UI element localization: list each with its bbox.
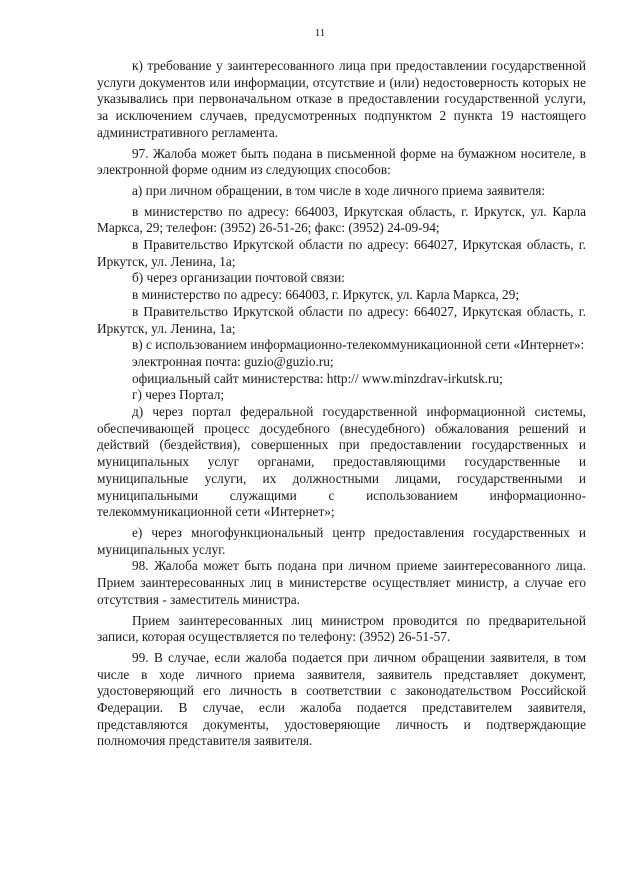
paragraph-98: 98. Жалоба может быть подана при личном приеме заинтересованного лица. Прием заинтересованных лиц в министерстве осуществляет министр, а случае его отсутствия - заместитель министра. [97, 558, 586, 607]
paragraph-b: б) через организации почтовой связи: [132, 270, 345, 286]
document-body [97, 58, 586, 750]
paragraph-g: г) через Портал; [132, 387, 225, 403]
paragraph-97: 97. Жалоба может быть подана в письменной форме на бумажном носителе, в электронной форме одним из следующих способов: [97, 145, 586, 178]
paragraph-d: д) через портал федеральной государственной информационной системы, обеспечивающей процесс досудебного (внесудебного) обжалования решений и действий (бездействия), совершенных при предоставлении государственных и муниципальных услуг органами, предоставляющими государственные и муниципальные услуги, их должностными лицами, государственными и муниципальными служащими с использованием информационно-телекоммуникационной сети «Интернет»; [97, 404, 586, 520]
paragraph-reception: Прием заинтересованных лиц министром проводится по предварительной записи, которая осуществляется по телефону: (3952) 26-51-57. [97, 612, 586, 645]
paragraph-ministry-address: в министерство по адресу: 664003, Иркутская область, г. Иркутск, ул. Карла Маркса, 29; телефон: (3952) 26-51-26; факс: (3952) 24-09-94; [97, 203, 586, 236]
paragraph-99: 99. В случае, если жалоба подается при личном обращении заявителя, в том числе в ходе личного приема заявителя, заявитель представляет документ, удостоверяющий его личность в соответствии с законодательством Российской Федерации. В случае, если жалоба подается представителем заявителя, представляются документы, удостоверяющие личность и подтверждающие полномочия представителя заявителя. [97, 649, 586, 749]
paragraph-website: официальный сайт министерства: http:// www.minzdrav-irkutsk.ru; [132, 370, 503, 386]
page-number: 11 [314, 27, 326, 39]
paragraph-v: в) с использованием информационно-телекоммуникационной сети «Интернет»: [132, 337, 585, 353]
paragraph-government-address: в Правительство Иркутской области по адресу: 664027, Иркутская область, г. Иркутск, ул. Ленина, 1а; [97, 237, 586, 269]
paragraph-k: к) требование у заинтересованного лица при предоставлении государственной услуги документов или информации, отсутствие и (или) недостоверность которых не указывались при первоначальном отказе в предоставлении государственной услуги, за исключением случаев, предусмотренных подпунктом 2 пункта 19 настоящего административного регламента. [97, 58, 586, 140]
paragraph-ministry-postal: в министерство по адресу: 664003, г. Иркутск, ул. Карла Маркса, 29; [132, 287, 520, 303]
paragraph-a: а) при личном обращении, в том числе в ходе личного приема заявителя: [132, 182, 546, 198]
paragraph-e: е) через многофункциональный центр предоставления государственных и муниципальных услуг. [97, 524, 586, 557]
paragraph-email: электронная почта: guzio@guzio.ru; [132, 353, 334, 369]
paragraph-government-postal: в Правительство Иркутской области по адресу: 664027, Иркутская область, г. Иркутск, ул. Ленина, 1а; [97, 303, 586, 336]
